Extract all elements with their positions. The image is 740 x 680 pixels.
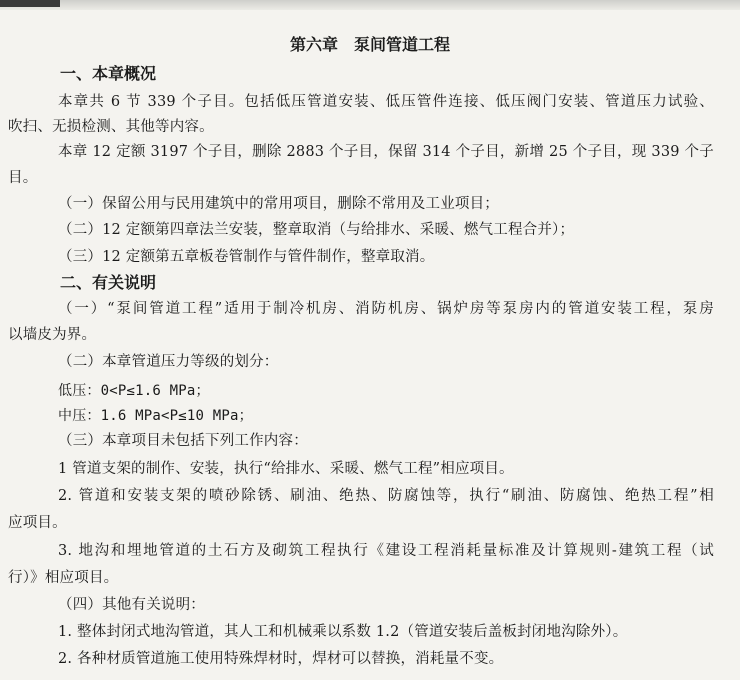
numbered-note: 2. 各种材质管道施工使用特殊焊材时，焊材可以替换，消耗量不变。 (58, 651, 504, 667)
paragraph-overview-line: 本章共 6 节 339 个子目。包括低压管道安装、低压管件连接、低压阀门安装、管道压力试验、 (58, 94, 714, 110)
overview-list-item: （三）12 定额第五章板卷管制作与管件制作，整章取消。 (58, 249, 435, 265)
paragraph-quota-line: 本章 12 定额 3197 个子目，删除 2883 个子目，保留 314 个子目，新增 25 个子目，现 339 个子 (58, 144, 714, 160)
notes-item-line: 以墙皮为界。 (8, 327, 97, 343)
notes-item: （二）本章管道压力等级的划分： (58, 354, 279, 370)
numbered-note-line: 3. 地沟和埋地管道的土石方及砌筑工程执行《建设工程消耗量标准及计算规则-建筑工程（试 (58, 543, 714, 559)
pressure-low: 低压：0<P≤1.6 MPa； (58, 383, 210, 399)
paragraph-quota-line: 目。 (8, 170, 38, 186)
notes-item-line: （一）“泵间管道工程”适用于制冷机房、消防机房、锅炉房等泵房内的管道安装工程，泵房 (58, 301, 714, 317)
numbered-note-line: 应项目。 (8, 515, 67, 531)
chapter-title: 第六章 泵间管道工程 (289, 35, 450, 54)
numbered-note: 1. 整体封闭式地沟管道，其人工和机械乘以系数 1.2（管道安装后盖板封闭地沟除外）。 (58, 624, 628, 640)
paragraph-overview-line: 吹扫、无损检测、其他等内容。 (8, 119, 214, 135)
notes-item: （三）本章项目未包括下列工作内容： (58, 433, 308, 449)
pressure-mid: 中压：1.6 MPa<P≤10 MPa； (58, 408, 253, 424)
overview-list-item: （一）保留公用与民用建筑中的常用项目，删除不常用及工业项目； (58, 196, 499, 212)
section-heading-overview: 一、本章概况 (60, 64, 157, 83)
notes-item: （四）其他有关说明： (58, 597, 205, 613)
numbered-note-line: 2. 管道和安装支架的喷砂除锈、刷油、绝热、防腐蚀等，执行“刷油、防腐蚀、绝热工程”相 (58, 488, 714, 504)
numbered-note-line: 行）》相应项目。 (8, 570, 119, 586)
overview-list-item: （二）12 定额第四章法兰安装，整章取消（与给排水、采暖、燃气工程合并）； (58, 222, 575, 238)
section-heading-notes: 二、有关说明 (60, 273, 157, 292)
numbered-note: 1 管道支架的制作、安装，执行“给排水、采暖、燃气工程”相应项目。 (58, 461, 514, 477)
